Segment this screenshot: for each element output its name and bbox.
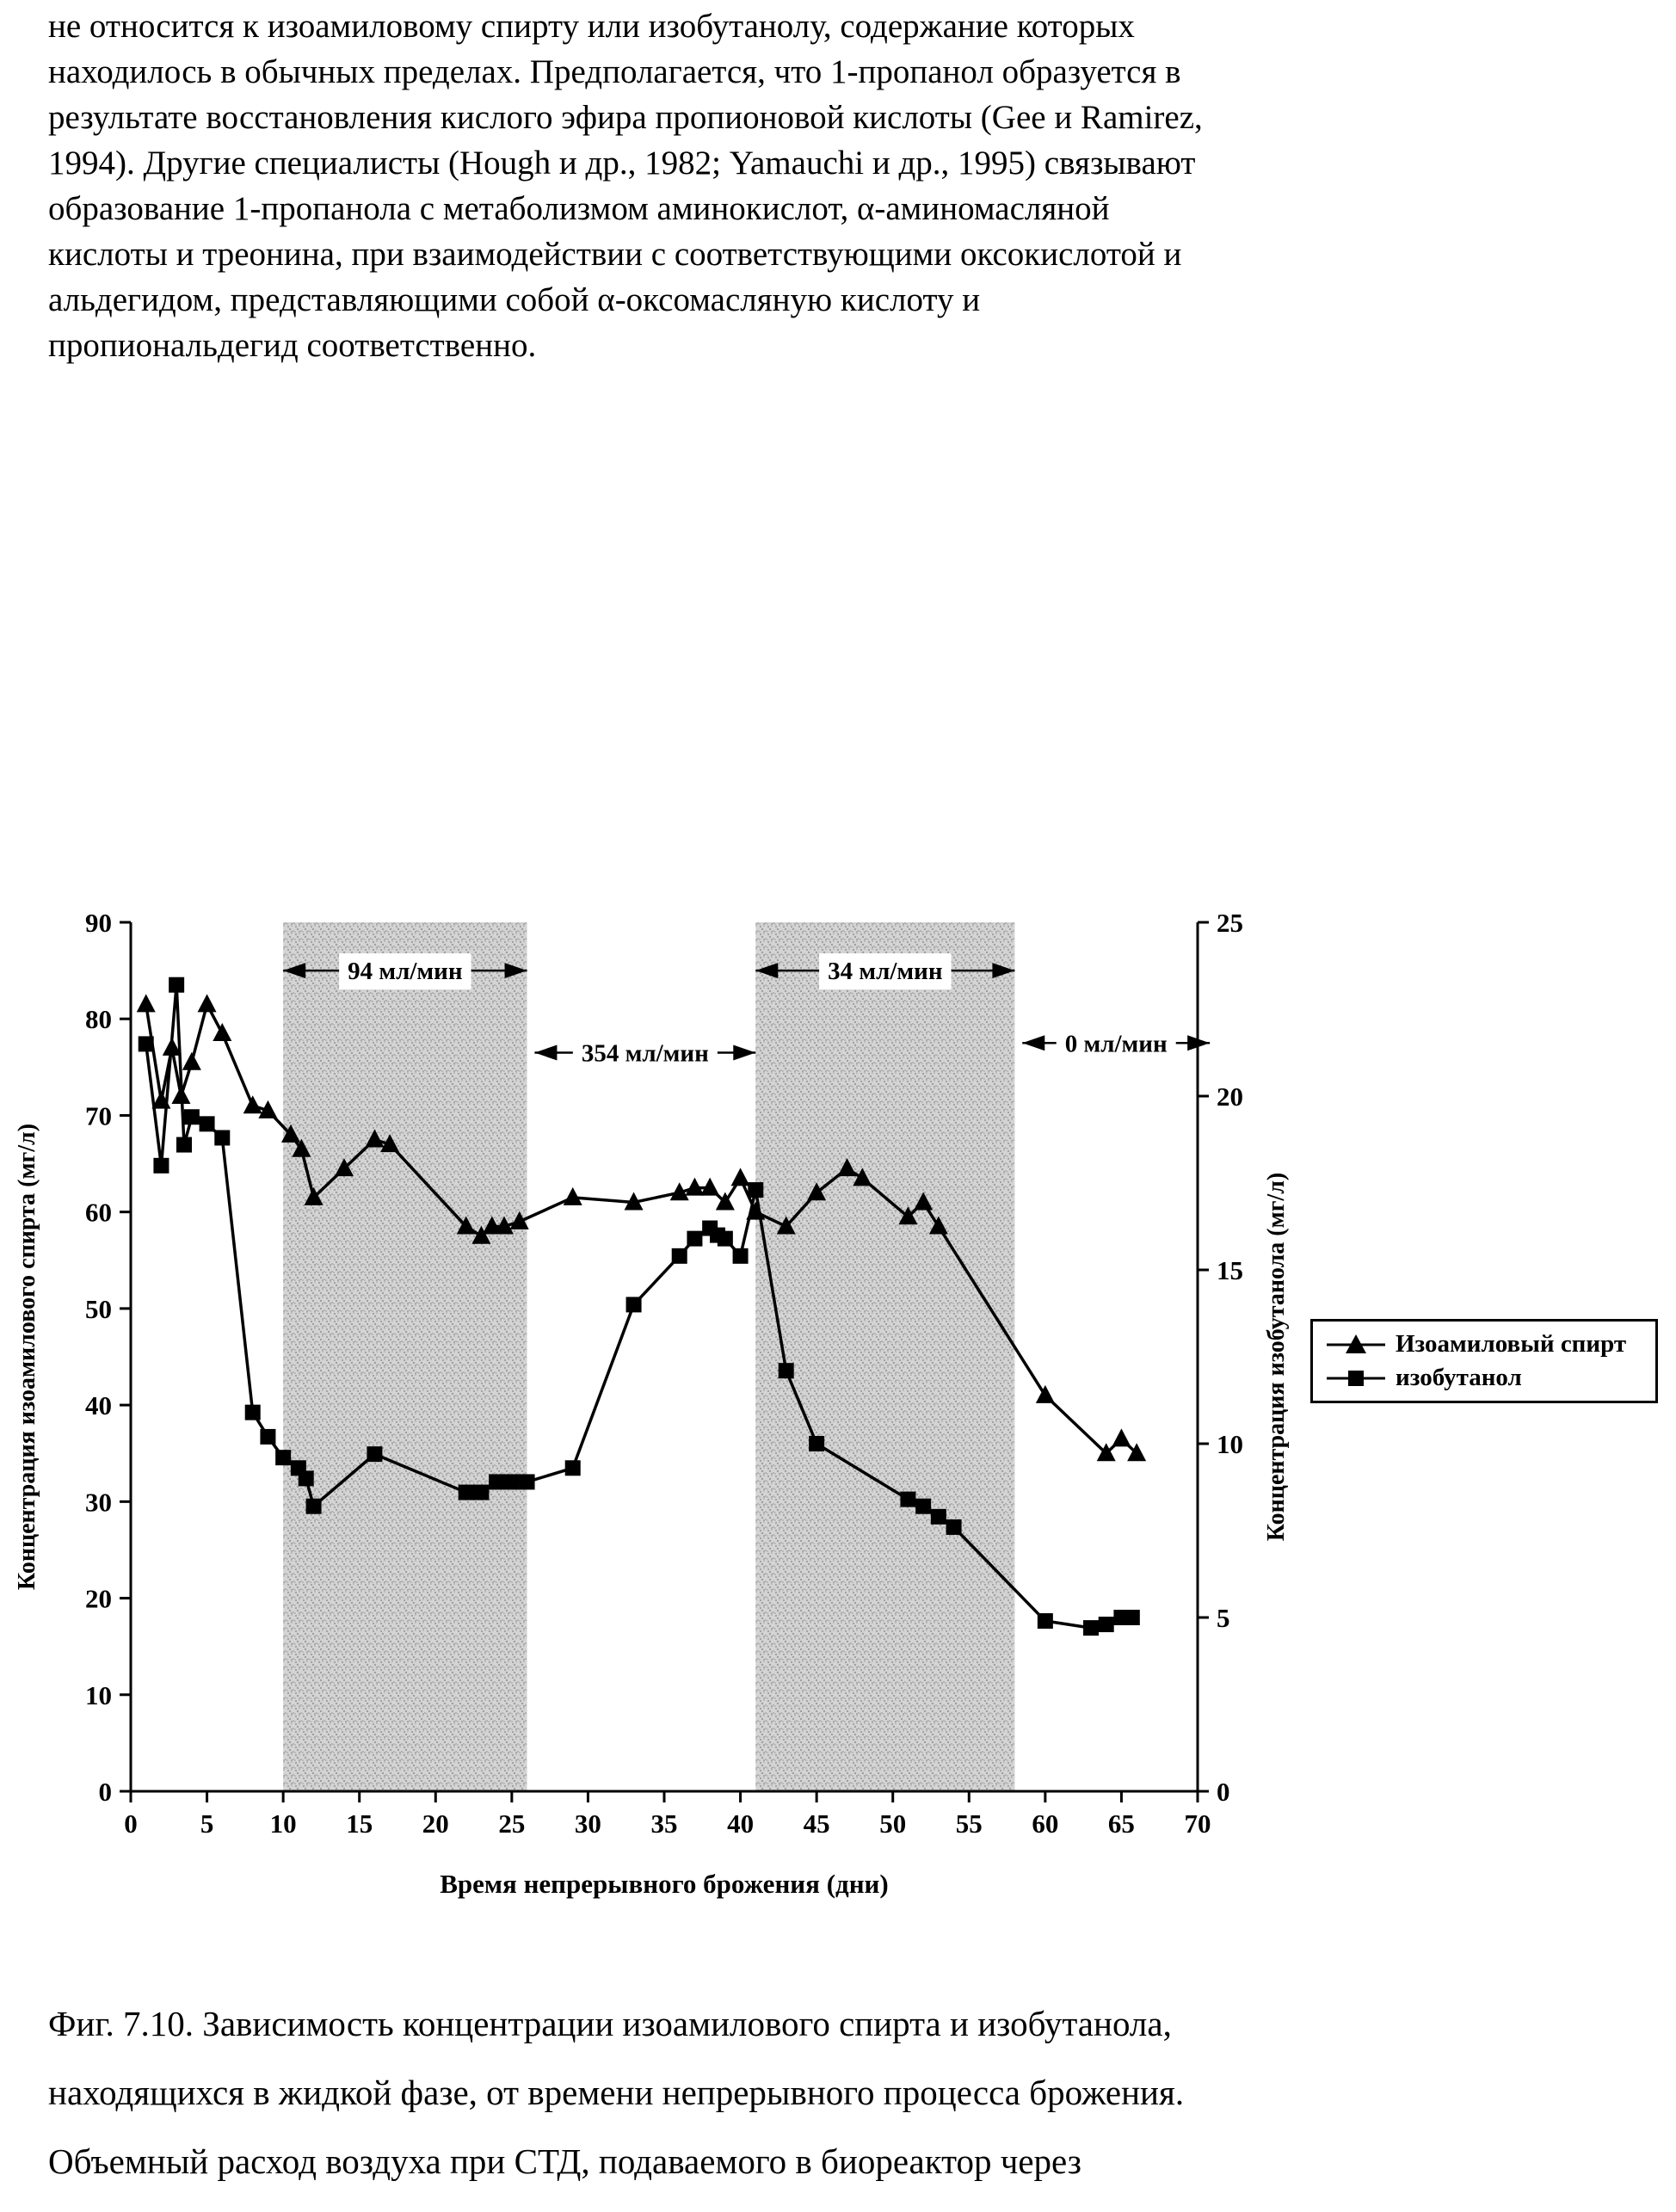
svg-text:70: 70 xyxy=(85,1100,112,1131)
svg-text:5: 5 xyxy=(200,1808,214,1839)
right-axis-title: Концентрация изобутанола (мг/л) xyxy=(1263,1172,1290,1542)
svg-text:0: 0 xyxy=(98,1777,112,1807)
legend-label-isoamyl-alcohol: Изоамиловый спирт xyxy=(1396,1330,1627,1358)
square-marker-icon xyxy=(1323,1365,1389,1391)
svg-text:30: 30 xyxy=(574,1808,601,1839)
triangle-marker-icon xyxy=(1323,1332,1389,1358)
svg-text:10: 10 xyxy=(1217,1429,1243,1459)
svg-text:15: 15 xyxy=(346,1808,373,1839)
figure-caption: Фиг. 7.10. Зависимость концентрации изоамилового спирта и изобутанола, находящихся в жидкой фазе, от времени непрерывного процесса брожения. Объемный расход воздуха при СТД, подаваемого в биореактор через xyxy=(48,2004,1185,2181)
svg-text:50: 50 xyxy=(879,1808,907,1839)
x-axis-title: Время непрерывного брожения (дни) xyxy=(440,1869,889,1899)
svg-text:35: 35 xyxy=(650,1808,678,1839)
svg-text:40: 40 xyxy=(85,1390,112,1421)
svg-text:354 мл/мин: 354 мл/мин xyxy=(581,1039,709,1068)
legend-item-isoamyl-alcohol xyxy=(1323,1330,1645,1359)
svg-text:90: 90 xyxy=(85,908,112,938)
svg-text:5: 5 xyxy=(1217,1603,1230,1633)
svg-text:15: 15 xyxy=(1217,1255,1243,1285)
svg-text:30: 30 xyxy=(85,1487,112,1518)
svg-text:20: 20 xyxy=(1217,1081,1243,1112)
flow-annotation xyxy=(1022,1026,1210,1062)
svg-text:25: 25 xyxy=(1217,908,1243,938)
legend-label-isobutanol: изобутанол xyxy=(1396,1364,1522,1391)
figure-7-10-chart xyxy=(0,886,1676,1953)
svg-text:80: 80 xyxy=(85,1004,112,1035)
svg-text:60: 60 xyxy=(1032,1808,1059,1839)
svg-text:94 мл/мин: 94 мл/мин xyxy=(348,958,463,986)
svg-text:40: 40 xyxy=(727,1808,755,1839)
svg-text:50: 50 xyxy=(85,1293,112,1324)
svg-text:70: 70 xyxy=(1184,1808,1211,1839)
svg-text:10: 10 xyxy=(269,1808,297,1839)
svg-text:55: 55 xyxy=(955,1808,983,1839)
svg-text:0 мл/мин: 0 мл/мин xyxy=(1064,1030,1168,1058)
fermentation-chart-canvas xyxy=(0,886,1676,1953)
legend-item-isobutanol xyxy=(1323,1364,1645,1392)
svg-text:0: 0 xyxy=(1217,1777,1230,1807)
svg-text:0: 0 xyxy=(124,1808,138,1839)
chart-legend xyxy=(1310,1319,1658,1403)
svg-text:65: 65 xyxy=(1107,1808,1135,1839)
svg-text:25: 25 xyxy=(498,1808,526,1839)
svg-text:60: 60 xyxy=(85,1197,112,1228)
svg-text:20: 20 xyxy=(85,1583,112,1614)
intro-paragraph: не относится к изоамиловому спирту или изобутанолу, содержание которых находилось в обычных пределах. Предполагается, что 1-пропанол образуется в результате восстановления кислого эфира пропионовой кислоты (Gee и Ramirez, 1994). Другие специалисты (Hough и др., 1982; Yamauchi и др., 1995) связывают образование 1-пропанола с метаболизмом аминокислот, α-аминомасляной кислоты и треонина, при взаимодействии с соответствующими оксокислотой и альдегидом, представляющими собой α-оксомасляную кислоту и пропиональдегид соответственно. xyxy=(48,8,1203,364)
left-axis-title: Концентрация изоамилового спирта (мг/л) xyxy=(14,1123,40,1591)
svg-text:10: 10 xyxy=(85,1679,112,1710)
svg-text:20: 20 xyxy=(422,1808,449,1839)
flow-annotation xyxy=(534,1036,755,1072)
svg-text:34 мл/мин: 34 мл/мин xyxy=(828,958,943,986)
svg-text:45: 45 xyxy=(803,1808,830,1839)
